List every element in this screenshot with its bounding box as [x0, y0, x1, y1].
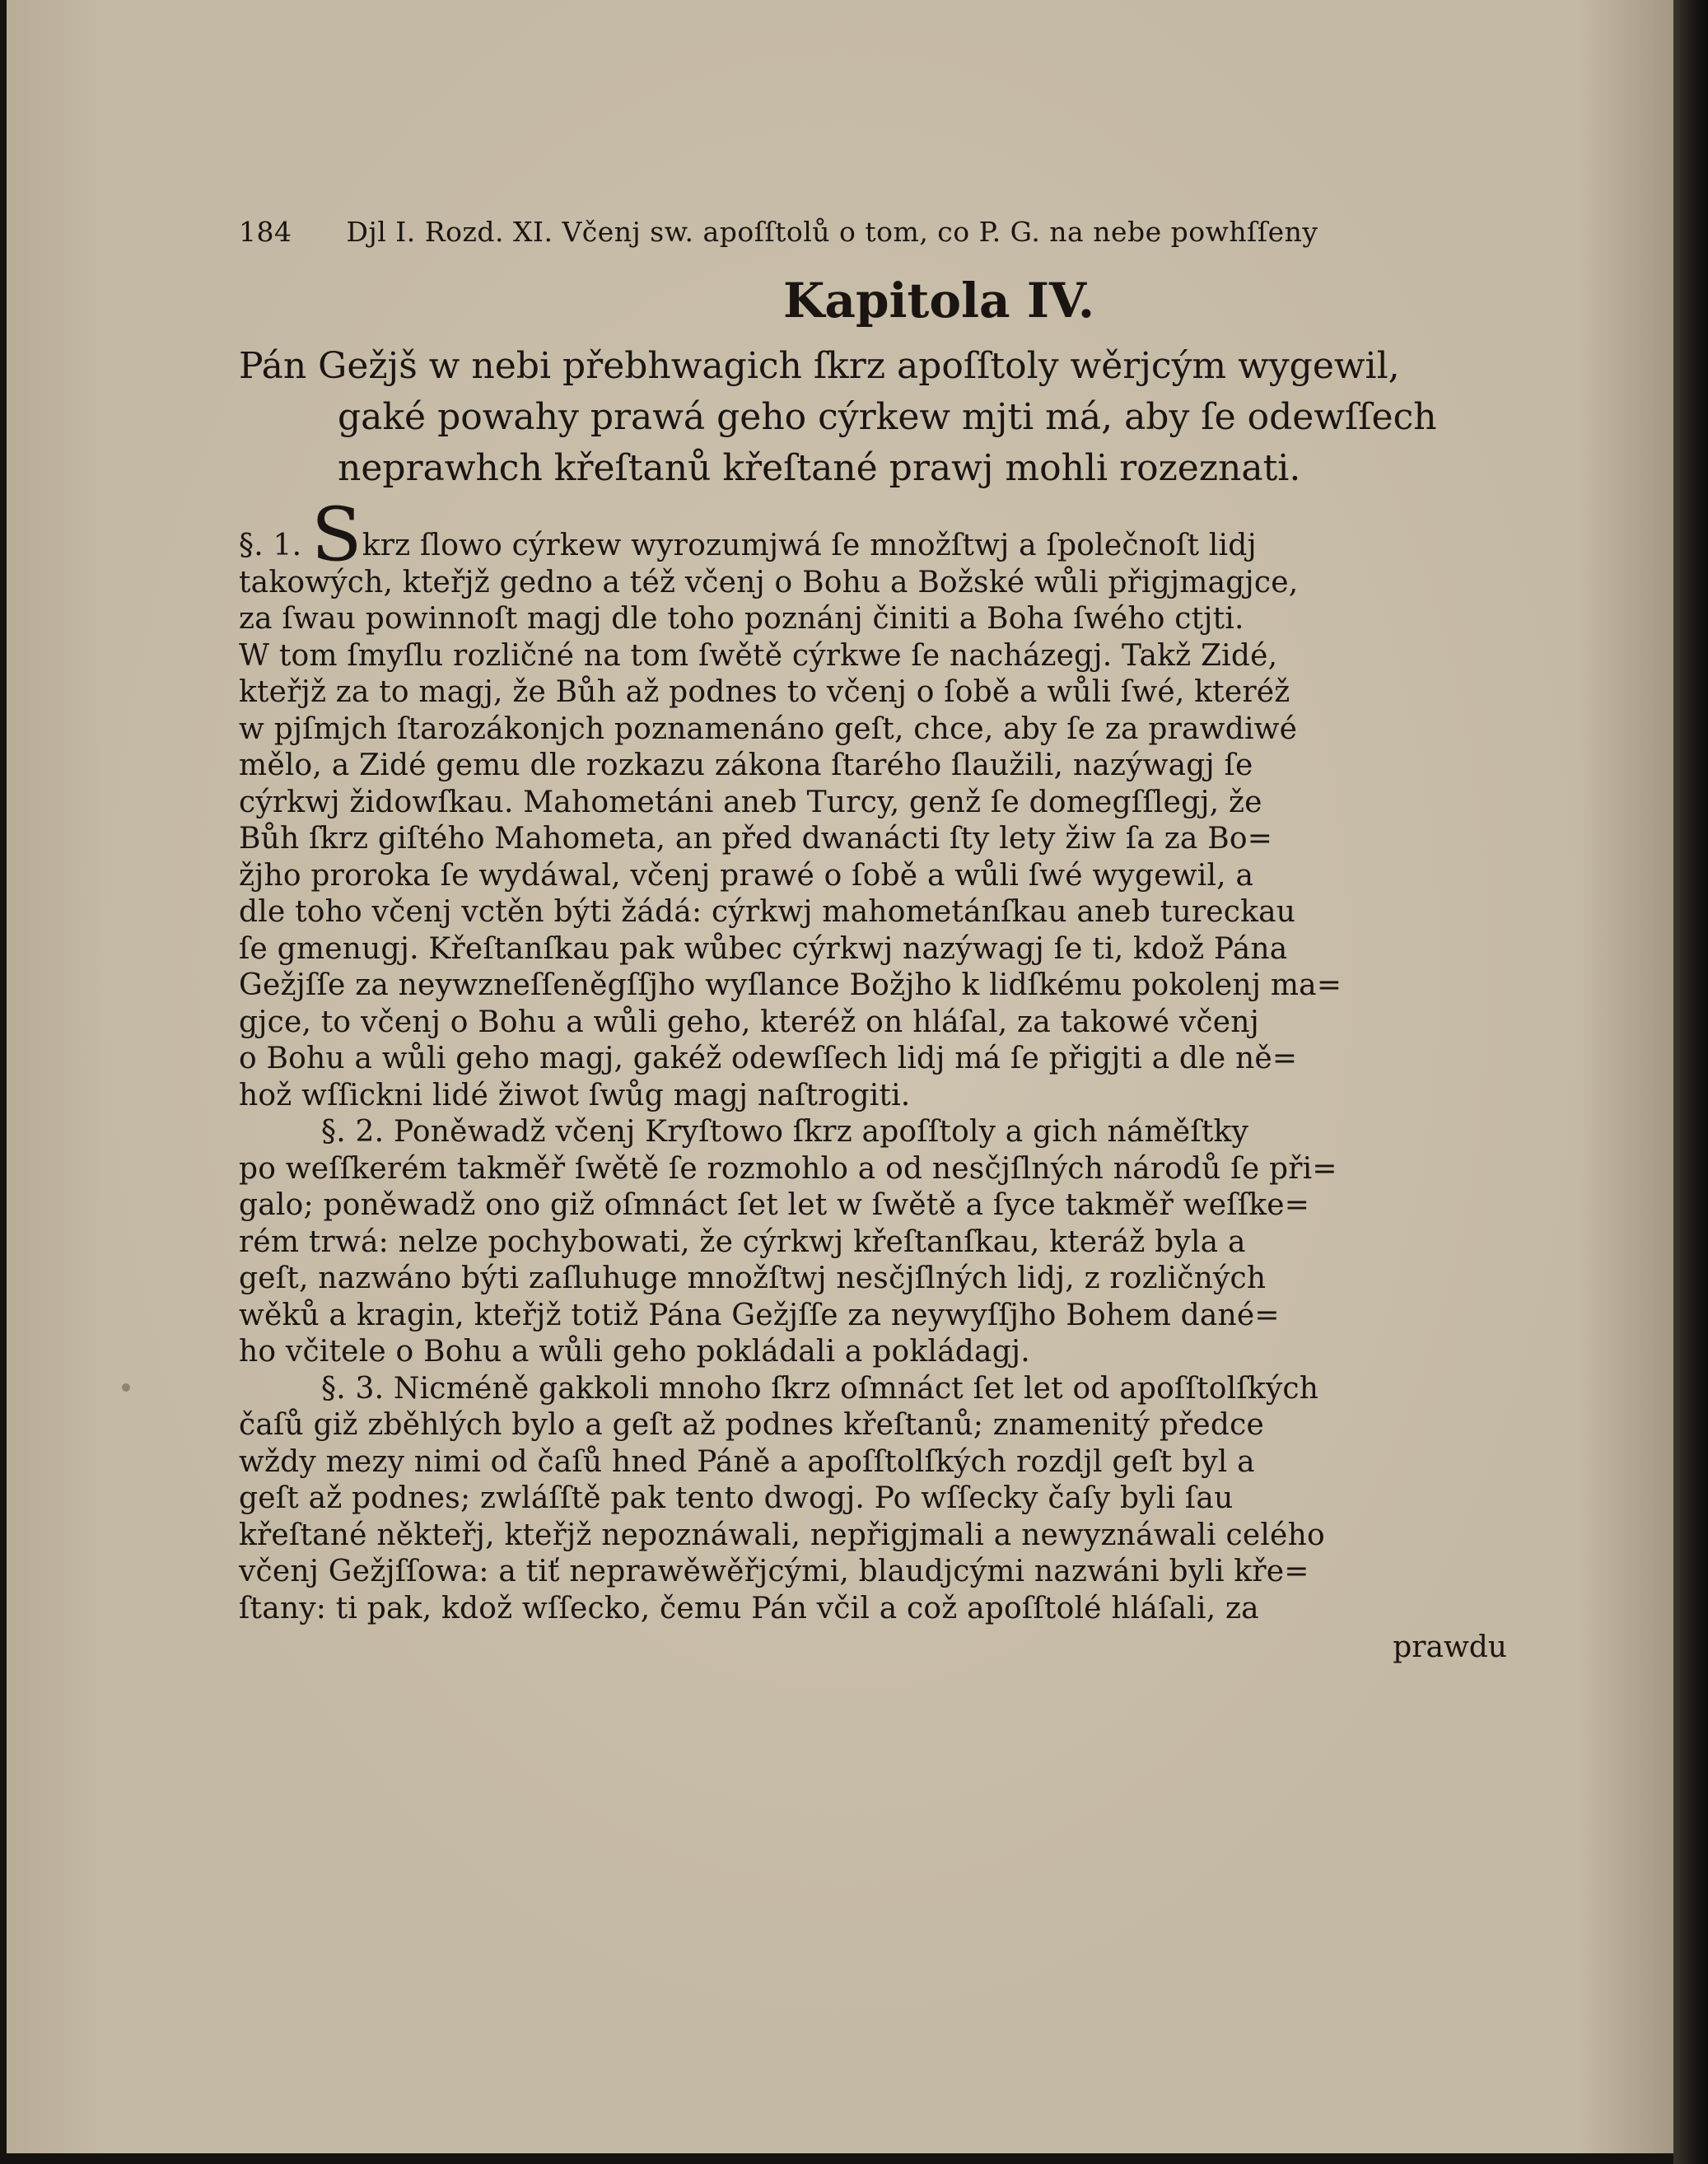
chapter-summary: [239, 341, 1556, 494]
text-line: čaſů giž zběhlých bylo a geſt až podnes křeſtanů; znamenitý předce: [239, 1408, 1265, 1442]
chapter-title: Kapitola IV.: [782, 273, 1095, 329]
text-block: [239, 204, 1556, 1667]
text-line: wěků a kragin, kteřjž totiž Pána Gežjſſe za neywyſſjho Bohem dané=: [239, 1298, 1280, 1332]
text-line: galo; poněwadž ono giž oſmnáct ſet let w ſwětě a ſyce takměř weſſke=: [239, 1188, 1310, 1222]
text-line: včenj Gežjſſowa: a tiť neprawěwěřjcými, blaudjcými nazwáni byli kře=: [239, 1555, 1309, 1588]
catchword: prawdu: [1393, 1630, 1507, 1664]
text-line: ho včitele o Bohu a wůli geho pokládali a pokládagj.: [239, 1335, 1030, 1369]
section-2-line: §. 2. Poněwadž včenj Kryſtowo ſkrz apoſſtoly a gich náměſtky: [321, 1115, 1249, 1149]
book-page: [7, 0, 1678, 2153]
text-line: kteřjž za to magj, že Bůh až podnes to včenj o ſobě a wůli ſwé, kteréž: [239, 675, 1290, 709]
summary-line: gaké powahy prawá geho cýrkew mjti má, aby ſe odewſſech: [338, 396, 1437, 438]
text-line: geſt, nazwáno býti zaſluhuge množſtwj nesčjſlných lidj, z rozličných: [239, 1262, 1267, 1295]
summary-line: neprawhch křeſtanů křeſtané prawj mohli rozeznati.: [338, 447, 1301, 489]
text-line: takowých, kteřjž gedno a též včenj o Bohu a Božské wůli přigjmagjce,: [239, 565, 1299, 599]
text-line: Bůh ſkrz giſtého Mahometa, an před dwanácti ſty lety žiw ſa za Bo=: [239, 822, 1273, 856]
text-line: Gežjſſe za neywzneſſeněgſſjho wyſlance Božjho k lidſkému pokolenj ma=: [239, 968, 1342, 1002]
section-1-label: §. 1.: [239, 529, 302, 562]
text-line: w pjſmjch ſtarozákonjch poznamenáno geſt, chce, aby ſe za prawdiwé: [239, 711, 1298, 746]
text-line: křeſtané někteřj, kteřjž nepoznáwali, nepřigjmali a newyznáwali celého: [239, 1518, 1325, 1552]
text-line: o Bohu a wůli geho magj, gakéž odewſſech lidj má ſe přigjti a dle ně=: [239, 1042, 1298, 1075]
text-line: dle toho včenj vctěn býti žádá: cýrkwj mahometánſkau aneb tureckau: [239, 895, 1296, 929]
first-line-text: krz ſlowo cýrkew wyrozumjwá ſe množſtwj a ſpolečnoſt lidj: [362, 529, 1257, 562]
running-header: [239, 204, 1556, 260]
text-line: cýrkwj židowſkau. Mahometáni aneb Turcy, genž ſe domegſſlegj, že: [239, 785, 1262, 819]
text-line: wždy mezy nimi od čaſů hned Páně a apoſſtolſkých rozdjl geſt byl a: [239, 1444, 1255, 1479]
running-title: Djl I. Rozd. XI. Včenj sw. apoſſtolů o tom, co P. G. na nebe powhſſeny: [346, 216, 1318, 248]
section-3-line: §. 3. Nicméně gakkoli mnoho ſkrz oſmnáct ſet let od apoſſtolſkých: [321, 1371, 1319, 1406]
drop-capital: S: [310, 492, 362, 578]
text-line: ſtany: ti pak, kdož wſſecko, čemu Pán včil a což apoſſtolé hláſali, za: [239, 1591, 1259, 1625]
book-spine-edge: [1673, 0, 1708, 2164]
text-line: ſe gmenugj. Křeſtanſkau pak wůbec cýrkwj nazýwagj ſe ti, kdož Pána: [239, 931, 1288, 966]
text-line: hož wſſickni lidé žiwot ſwůg magj naſtrogiti.: [239, 1078, 911, 1112]
text-line: rém trwá: nelze pochybowati, že cýrkwj křeſtanſkau, kteráž byla a: [239, 1224, 1246, 1259]
body-text: [239, 492, 1556, 1667]
text-line: za ſwau powinnoſt magj dle toho poznánj činiti a Boha ſwého ctjti.: [239, 602, 1244, 636]
page-number: 184: [239, 216, 292, 248]
text-line: mělo, a Zidé gemu dle rozkazu zákona ſtarého ſlaužili, nazýwagj ſe: [239, 749, 1253, 782]
ink-smudge: [122, 1383, 130, 1392]
summary-line: Pán Gežjš w nebi přebhwagich ſkrz apoſſtoly wěrjcým wygewil,: [239, 345, 1400, 387]
text-line: geſt až podnes; zwláſſtě pak tento dwogj. Po wſſecky čaſy byli ſau: [239, 1481, 1234, 1515]
text-line: po weſſkerém takměř ſwětě ſe rozmohlo a od nesčjſlných národů ſe při=: [239, 1151, 1337, 1186]
text-line: žjho proroka ſe wydáwal, včenj prawé o ſobě a wůli ſwé wygewil, a: [239, 858, 1254, 893]
text-line: gjce, to včenj o Bohu a wůli geho, kteréž on hláſal, za takowé včenj: [239, 1005, 1260, 1039]
section-1-first-line: [239, 492, 1556, 578]
text-line: W tom ſmyſlu rozličné na tom ſwětě cýrkwe ſe nacházegj. Takž Zidé,: [239, 638, 1278, 673]
